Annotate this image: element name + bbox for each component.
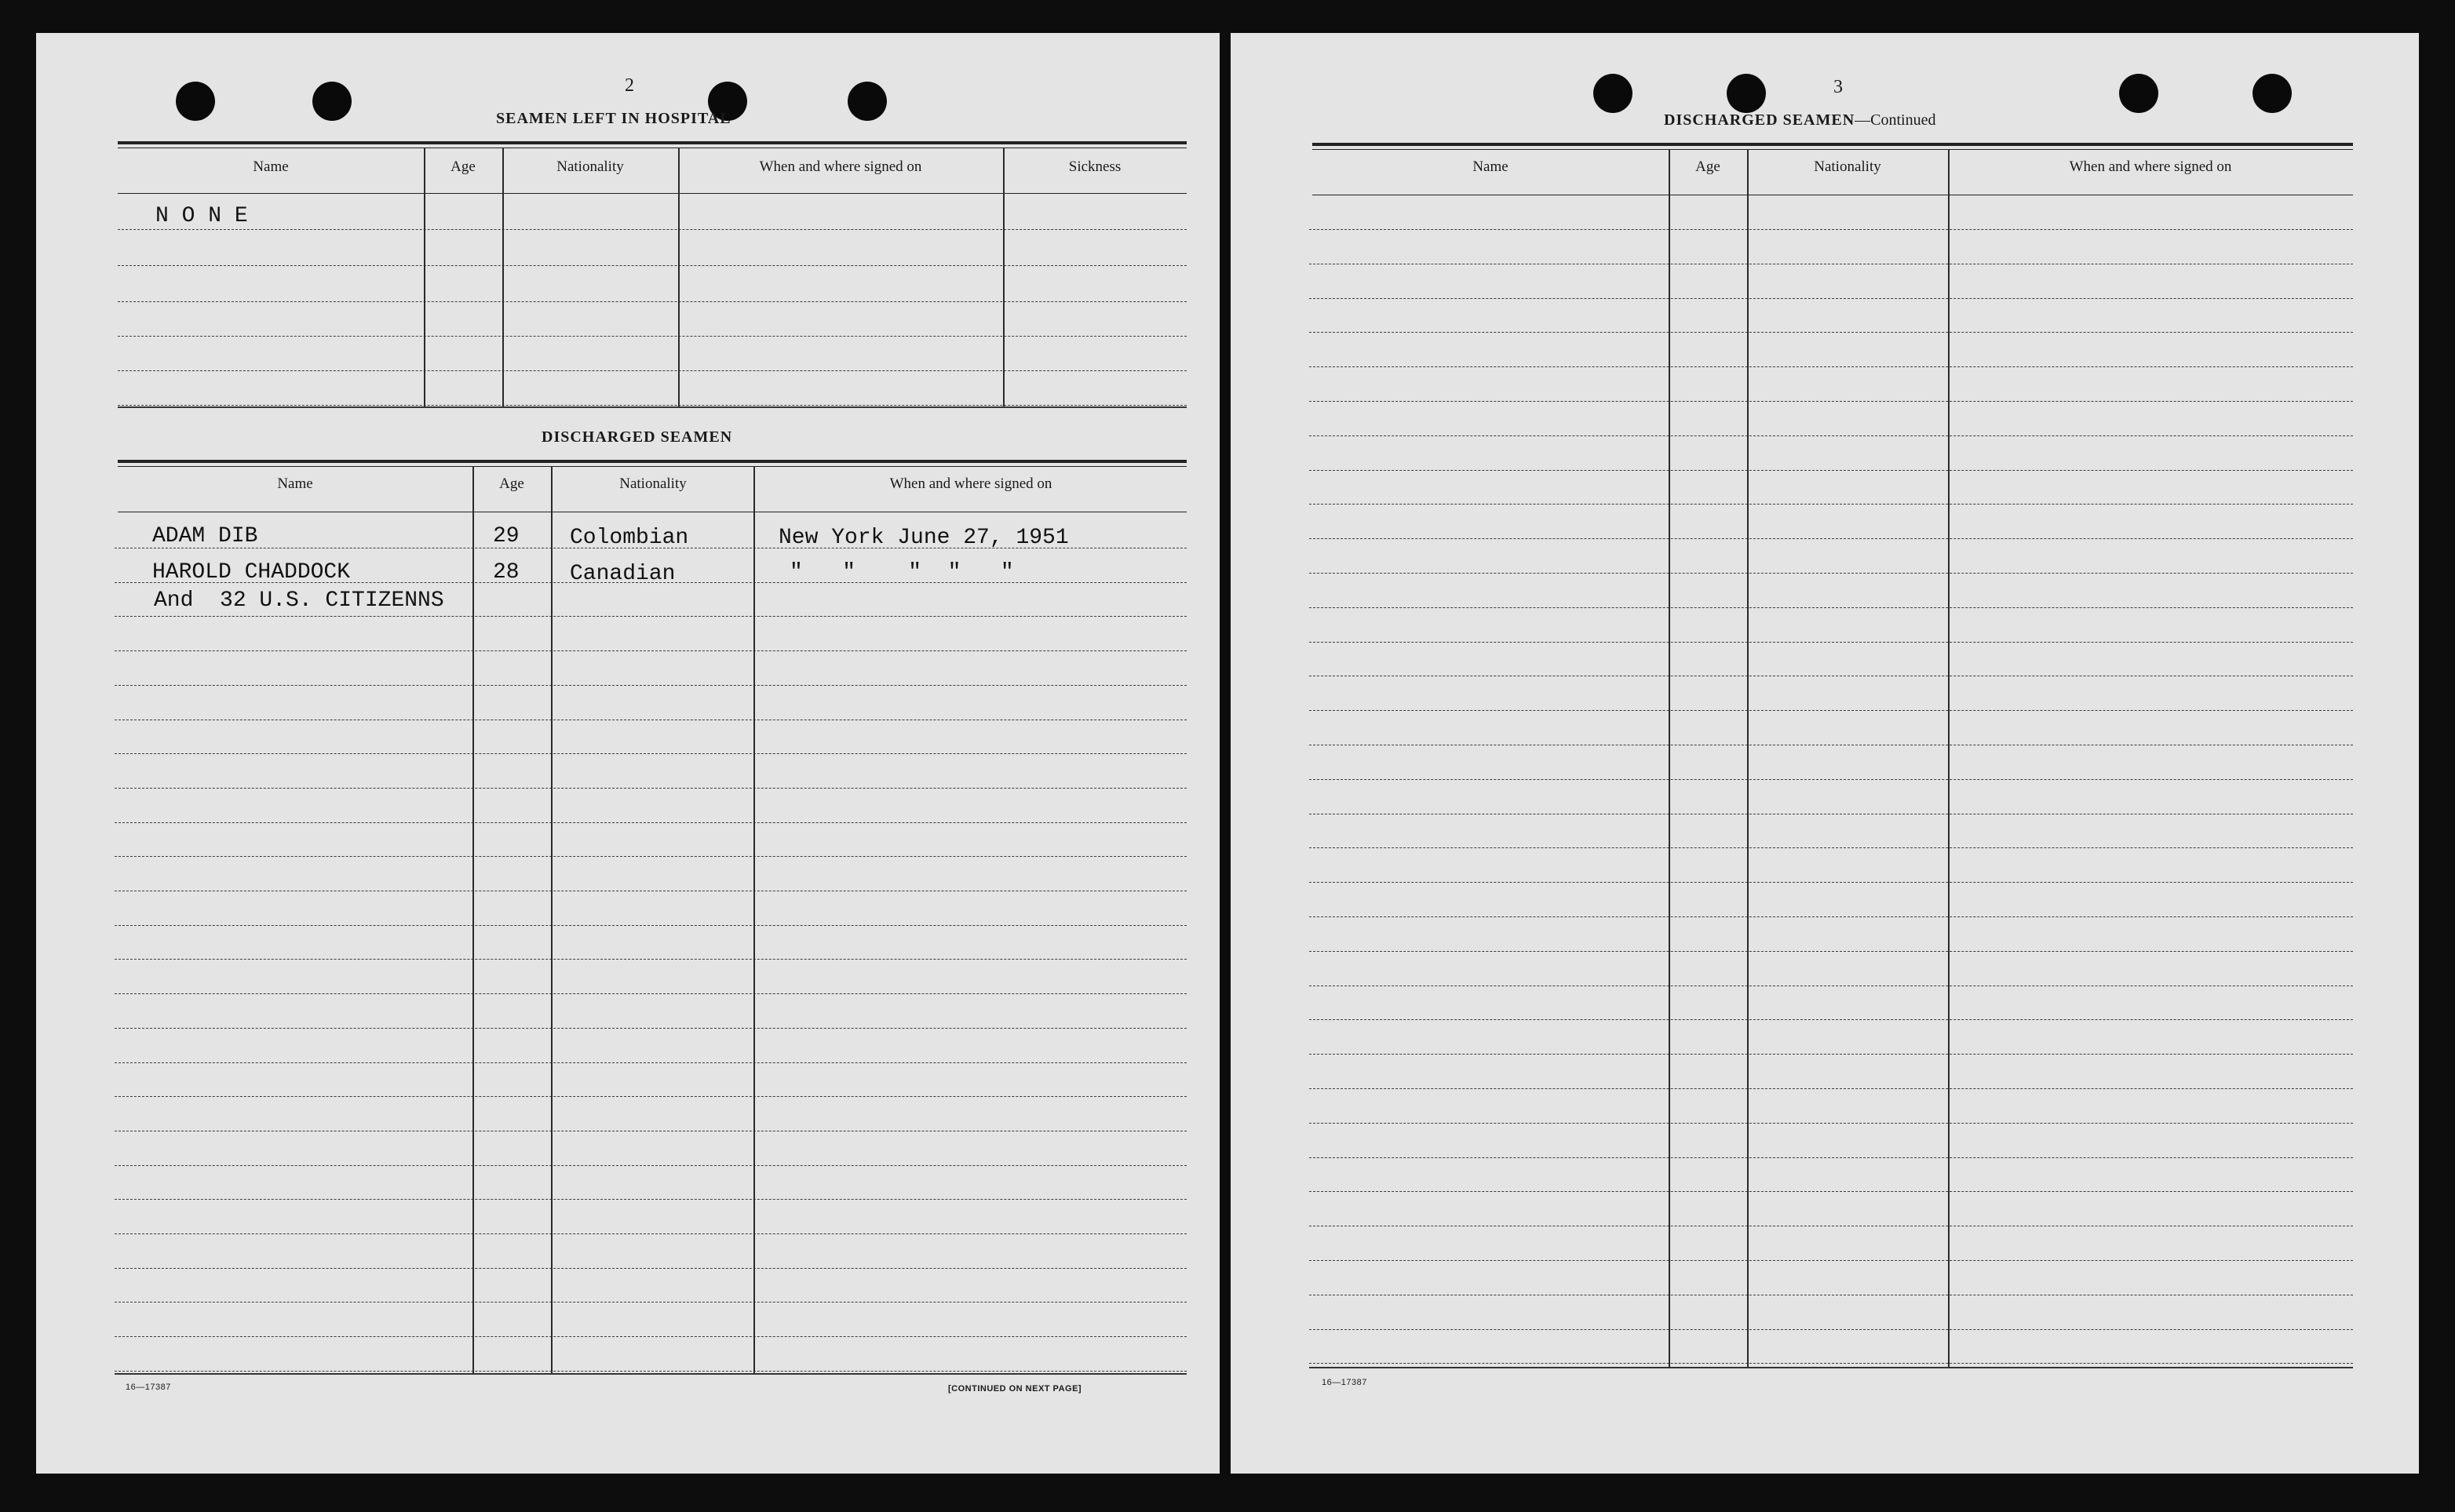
row-line [115,856,1187,857]
seaman-nationality: Canadian [570,562,676,586]
row-line [118,265,1187,266]
row-line [1309,332,2353,333]
row-line [115,788,1187,789]
table-bottom-rule [118,406,1187,408]
table-top-rule [118,460,1187,463]
page-number: 2 [625,75,635,96]
page-number: 3 [1833,77,1844,97]
hospital-entry-none: N O N E [155,204,248,228]
row-line [1309,951,2353,952]
row-line [1309,1054,2353,1055]
row-line [1309,1363,2353,1364]
continued-suffix: —Continued [1855,111,1936,129]
row-line [115,685,1187,686]
table-bottom-rule [1309,1367,2353,1368]
table-top-rule [118,141,1187,144]
row-line [1309,504,2353,505]
discharged-section-title: DISCHARGED SEAMEN [542,428,733,446]
col-header-sickness: Sickness [1068,158,1122,175]
header-rule [118,193,1187,194]
seaman-age: 29 [493,524,520,548]
col-divider [502,148,504,406]
row-line [1309,779,2353,780]
col-header-nationality: Nationality [1814,158,1881,175]
seaman-name: And 32 U.S. CITIZENNS [154,588,444,613]
row-line [1309,882,2353,883]
col-header-signed-on: When and where signed on [2069,158,2232,175]
col-header-age: Age [499,475,524,492]
col-divider [551,466,553,1373]
row-line [118,229,1187,230]
punch-hole [2253,74,2292,113]
col-divider [1948,149,1950,1367]
row-line [1309,1157,2353,1158]
col-header-signed-on: When and where signed on [759,158,922,175]
row-line [1309,607,2353,608]
row-line [115,616,1187,617]
row-line [1309,1191,2353,1192]
right-page [1231,33,2419,1474]
punch-hole [176,82,215,121]
punch-hole [848,82,887,121]
row-line [115,1302,1187,1303]
col-header-nationality: Nationality [556,158,624,175]
row-line [118,405,1187,406]
col-divider [1003,148,1005,406]
seaman-name: ADAM DIB [152,524,258,548]
row-line [1309,710,2353,711]
punch-hole [1593,74,1632,113]
row-line [115,959,1187,960]
row-line [118,370,1187,371]
row-line [1309,1123,2353,1124]
row-line [1309,298,2353,299]
col-header-age: Age [1695,158,1720,175]
row-line [115,925,1187,926]
row-line [1309,847,2353,848]
row-line [1309,1329,2353,1330]
row-line [115,1268,1187,1269]
row-line [115,753,1187,754]
row-line [1309,538,2353,539]
col-divider [424,148,425,406]
col-header-age: Age [451,158,476,175]
row-line [1309,229,2353,230]
col-header-name: Name [277,475,313,492]
row-line [115,1062,1187,1063]
row-line [115,1199,1187,1200]
row-line [115,822,1187,823]
row-line [1309,470,2353,471]
row-line [118,336,1187,337]
left-page [36,33,1220,1474]
col-divider [1747,149,1749,1367]
col-header-name: Name [253,158,289,175]
row-line [115,1096,1187,1097]
form-number: 16—17387 [126,1383,171,1392]
continued-note: [CONTINUED ON NEXT PAGE] [948,1384,1082,1394]
col-divider [753,466,755,1373]
col-header-name: Name [1472,158,1508,175]
table-top-rule [118,466,1187,467]
seaman-nationality: Colombian [570,526,689,550]
row-line [1309,573,2353,574]
col-header-nationality: Nationality [619,475,687,492]
row-line [115,1371,1187,1372]
col-divider [1669,149,1670,1367]
col-divider [678,148,680,406]
form-number: 16—17387 [1322,1378,1367,1387]
row-line [115,1336,1187,1337]
table-top-rule [1312,143,2353,146]
col-header-signed-on: When and where signed on [889,475,1052,492]
seaman-age: 28 [493,560,520,585]
row-line [115,993,1187,994]
row-line [1309,916,2353,917]
row-line [115,1028,1187,1029]
row-line [115,1165,1187,1166]
seaman-signed-on: New York June 27, 1951 [779,526,1069,550]
row-line [118,301,1187,302]
seaman-name: HAROLD CHADDOCK [152,560,351,585]
punch-hole [1727,74,1766,113]
row-line [1309,642,2353,643]
row-line [1309,435,2353,436]
table-top-rule [1312,149,2353,150]
row-line [1309,401,2353,402]
hospital-section-title: SEAMEN LEFT IN HOSPITAL [496,110,731,127]
col-divider [472,466,474,1373]
row-line [1309,1019,2353,1020]
row-line [1309,366,2353,367]
row-line [1309,1260,2353,1261]
discharged-continued-title [1664,111,1936,129]
punch-hole [2119,74,2158,113]
row-line [1309,1088,2353,1089]
row-line [115,1233,1187,1234]
section-title: DISCHARGED SEAMEN [1664,111,1855,129]
seaman-signed-on: " " " " " [790,560,1014,585]
table-bottom-rule [115,1373,1187,1375]
row-line [115,650,1187,651]
punch-hole [312,82,352,121]
